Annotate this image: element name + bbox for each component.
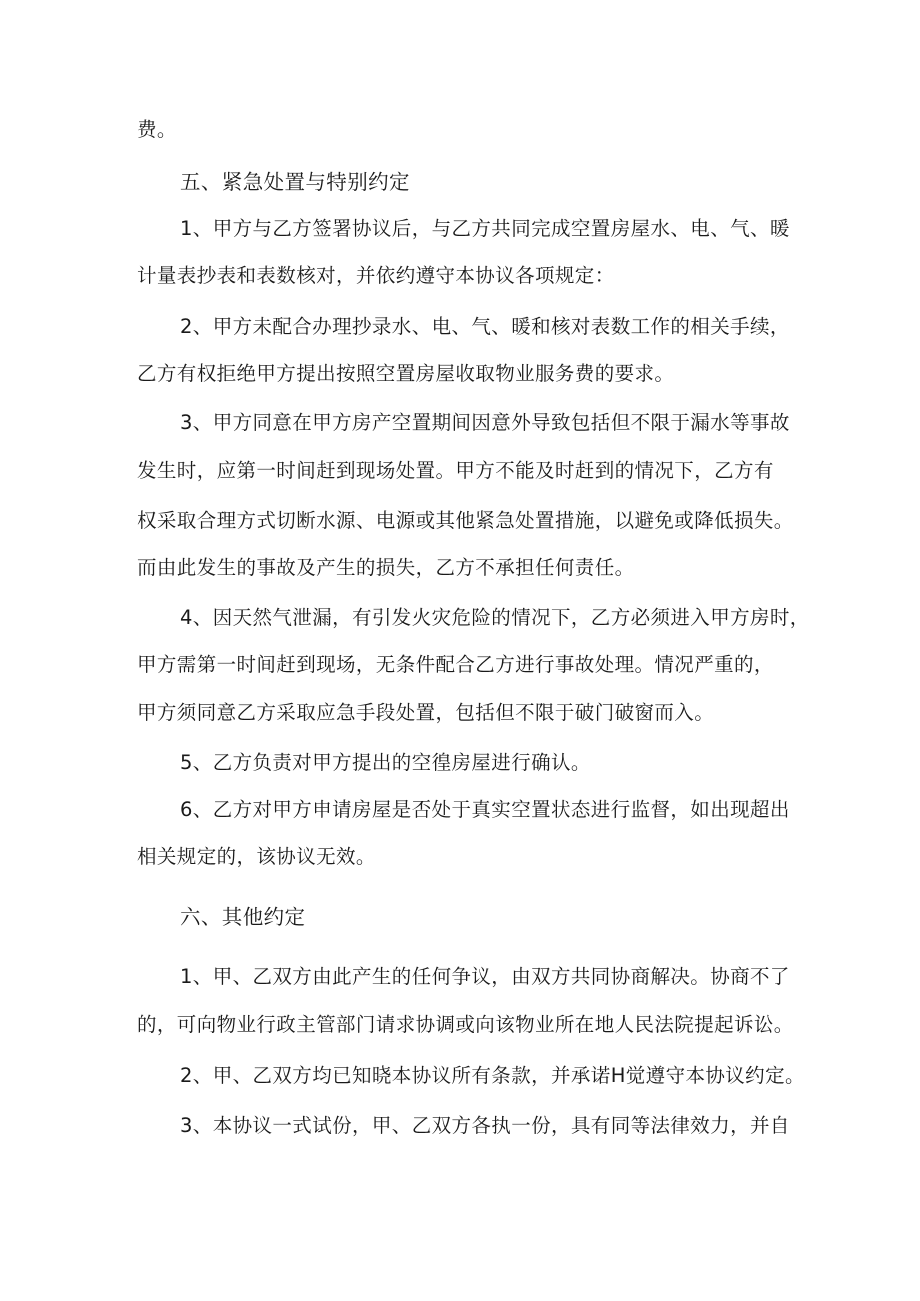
clause-5-6-line: 6、乙方对甲方申请房屋是否处于真实空置状态进行监督，如出现超出 (180, 798, 790, 821)
clause-5-2-line: 2、甲方未配合办理抄录水、电、气、暖和核对表数工作的相关手续， (180, 315, 790, 338)
paragraph-line: 的，可向物业行政主管部门请求协调或向该物业所在地人民法院提起诉讼。 (137, 1013, 794, 1036)
paragraph-line: 乙方有权拒绝甲方提出按照空置房屋收取物业服务费的要求。 (137, 362, 675, 385)
clause-6-1-line: 1、甲、乙双方由此产生的任何争议，由双方共同协商解决。协商不了 (180, 965, 790, 988)
paragraph-line: 费。 (137, 118, 177, 141)
paragraph-line: 而由此发生的事故及产生的损失，乙方不承担任何责任。 (137, 556, 635, 579)
clause-5-3-line: 3、甲方同意在甲方房产空置期间因意外导致包括但不限于漏水等事故 (180, 411, 790, 434)
paragraph-line: 权采取合理方式切断水源、电源或其他紧急处置措施，以避免或降低损失。 (137, 509, 794, 532)
paragraph-line: 相关规定的，该协议无效。 (137, 845, 376, 868)
paragraph-line: 计量表抄表和表数核对，并依约遵守本协议各项规定： (137, 264, 615, 287)
section-heading-5: 五、紧急处置与特别约定 (180, 170, 410, 194)
paragraph-line: 甲方须同意乙方采取应急手段处置，包括但不限于破门破窗而入。 (137, 701, 715, 724)
clause-5-4-line: 4、因天然气泄漏，有引发火灾危险的情况下，乙方必须进入甲方房时， (180, 606, 810, 629)
clause-6-3-line: 3、本协议一式试份，甲、乙双方各执一份，具有同等法律效力，并自 (180, 1114, 790, 1137)
section-heading-6: 六、其他约定 (180, 905, 306, 929)
paragraph-line: 发生时，应第一时间赶到现场处置。甲方不能及时赶到的情况下，乙方有 (137, 459, 774, 482)
paragraph-line: 甲方需第一时间赶到现场，无条件配合乙方进行事故处理。情况严重的， (137, 653, 774, 676)
clause-5-1-line: 1、甲方与乙方签署协议后，与乙方共同完成空置房屋水、电、气、暖 (180, 217, 790, 240)
clause-5-5-line: 5、乙方负责对甲方提出的空徨房屋进行确认。 (180, 751, 591, 774)
clause-6-2-line: 2、甲、乙双方均已知晓本协议所有条款，并承诺H觉遵守本协议约定。 (180, 1064, 805, 1087)
